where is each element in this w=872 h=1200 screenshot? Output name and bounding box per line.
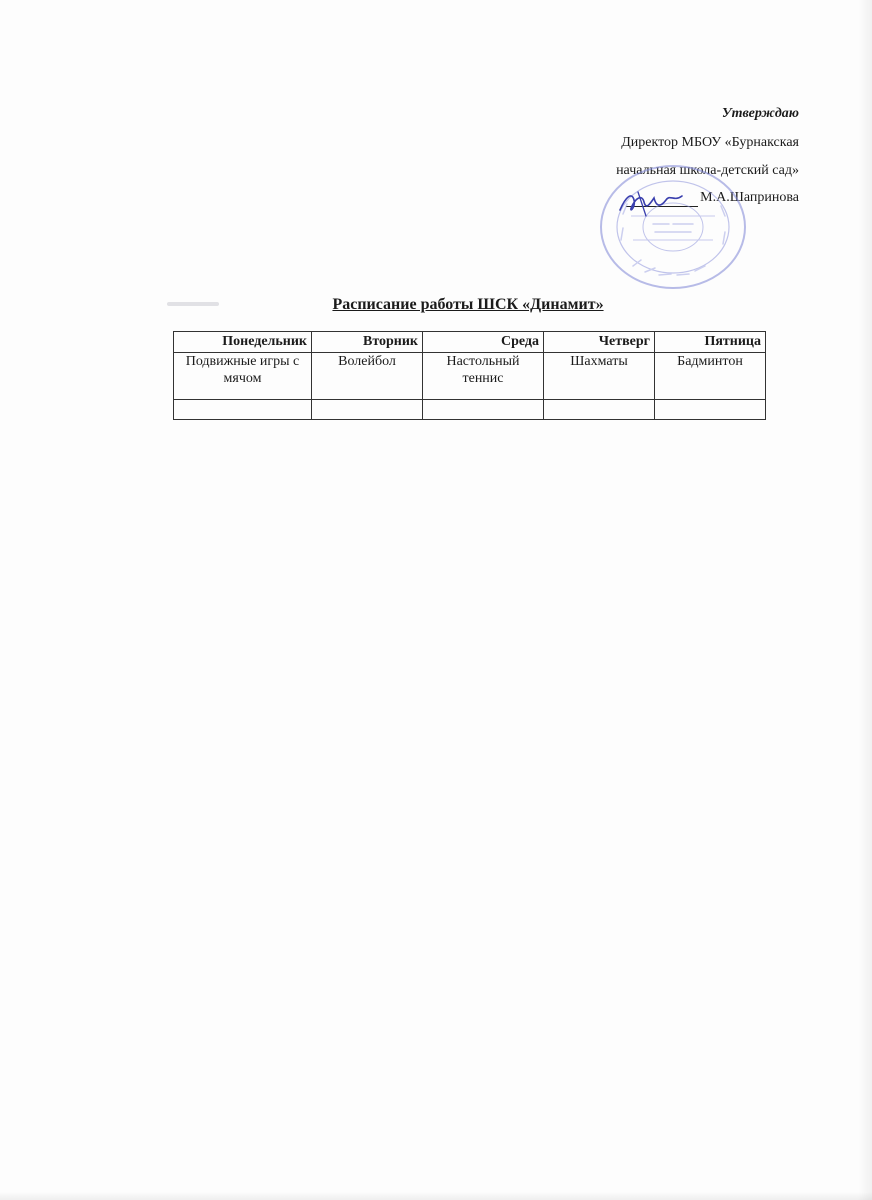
cell-empty [312, 400, 423, 420]
scan-edge-shadow [0, 1192, 872, 1200]
cell-empty [174, 400, 312, 420]
cell-tuesday: Волейбол [312, 353, 423, 400]
school-stamp-icon [597, 162, 749, 292]
header-tuesday: Вторник [312, 332, 423, 353]
schedule-table [173, 331, 766, 420]
director-position: Директор МБОУ «Бурнакская [621, 134, 799, 150]
school-name: начальная школа-детский сад» [616, 162, 799, 178]
header-monday: Понедельник [174, 332, 312, 353]
table-row [174, 400, 766, 420]
cell-empty [544, 400, 655, 420]
cell-thursday: Шахматы [544, 353, 655, 400]
document-title: Расписание работы ШСК «Динамит» [332, 296, 604, 313]
cell-empty [423, 400, 544, 420]
table-header-row [174, 332, 766, 353]
header-friday: Пятница [655, 332, 766, 353]
signature-icon [616, 186, 686, 220]
cell-monday: Подвижные игры с мячом [174, 353, 312, 400]
signatory-name: М.А.Шапринова [700, 190, 799, 206]
cell-wednesday: Настольный теннис [423, 353, 544, 400]
header-thursday: Четверг [544, 332, 655, 353]
header-wednesday: Среда [423, 332, 544, 353]
table-row [174, 353, 766, 400]
scan-edge-shadow [858, 0, 872, 1200]
cell-empty [655, 400, 766, 420]
approval-title: Утверждаю [721, 106, 799, 121]
cell-friday: Бадминтон [655, 353, 766, 400]
